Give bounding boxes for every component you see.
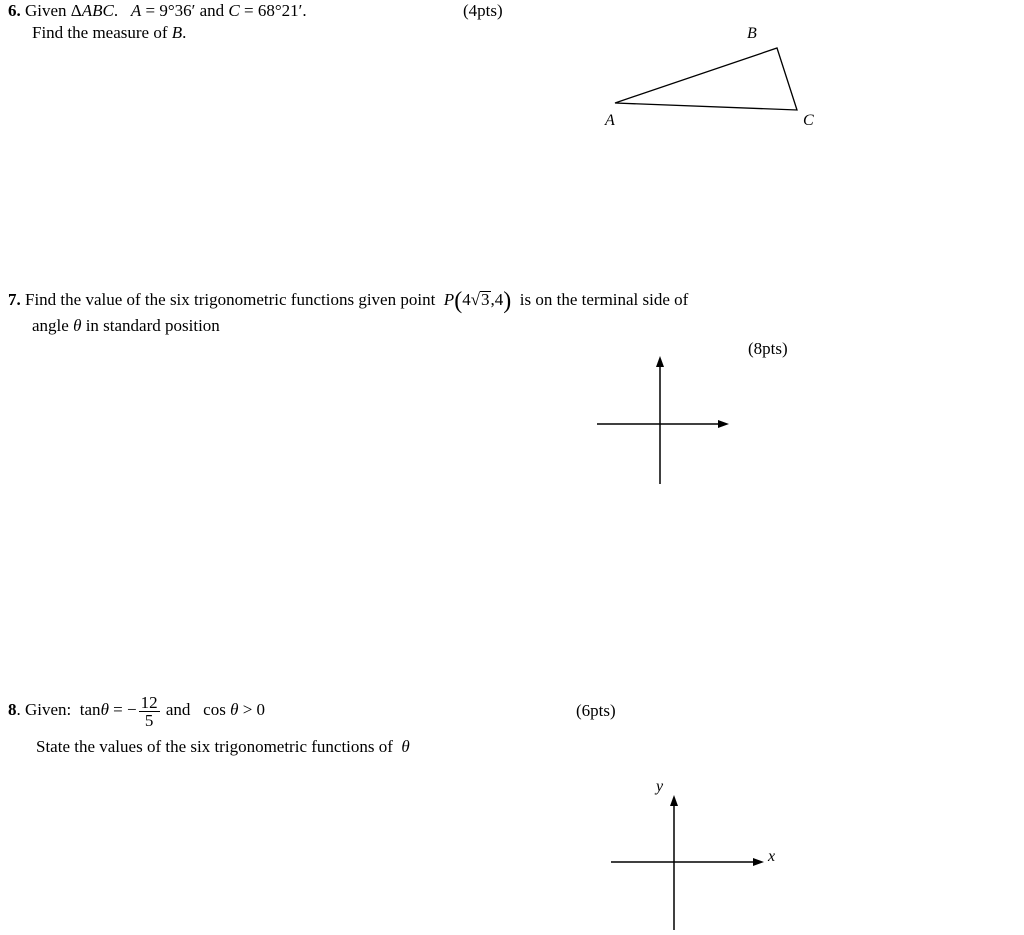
q7-open-paren: ( <box>454 288 463 314</box>
q7-text2: is on the terminal side of <box>519 290 689 309</box>
q6-var-c: C <box>228 1 240 20</box>
q8-tan: tan <box>79 700 101 719</box>
q8-theta-2: θ <box>230 700 239 719</box>
triangle-label-a: A <box>605 112 615 129</box>
q7-line2-pre: angle <box>32 316 69 335</box>
q7-points: (8pts) <box>748 339 788 358</box>
q8-number: 8 <box>8 700 17 719</box>
q8-line2-text: State the values of the six trigonometric functions of <box>36 737 393 756</box>
q7-coord-rest: ,4 <box>490 290 504 309</box>
q6-name-period: . <box>113 1 119 20</box>
q6-given-word: Given <box>25 1 67 20</box>
q7-close-paren: ) <box>503 288 512 314</box>
q8-numerator: 12 <box>140 692 158 712</box>
triangle-label-b: B <box>747 25 757 42</box>
q6-end-period: . <box>302 1 307 20</box>
q6-triangle-name: ABC <box>81 1 114 20</box>
q7-line2-post: in standard position <box>85 316 220 335</box>
q6-line2-period: . <box>182 23 187 42</box>
q7-coord-a: 4 <box>462 290 471 309</box>
q8-points: (6pts) <box>576 701 616 720</box>
q8-y-axis-arrowhead <box>670 795 678 806</box>
q7-radical-sign: √ <box>470 290 481 309</box>
q6-angle-a-value: = 9°36′ <box>145 1 196 20</box>
q6-delta-symbol: Δ <box>70 1 82 20</box>
q6-line2-text: Find the measure of <box>32 23 168 42</box>
q8-and-word: and <box>165 700 191 719</box>
q6-points: (4pts) <box>463 1 503 20</box>
q8-equals-minus: = − <box>113 700 137 719</box>
q6-var-a: A <box>130 1 142 20</box>
q8-x-axis-arrowhead <box>753 858 764 866</box>
q8-denominator: 5 <box>144 710 154 730</box>
q8-number-dot: . <box>16 700 21 719</box>
q8-cos: cos <box>203 700 226 719</box>
q8-x-axis-label: x <box>768 848 776 865</box>
q6-angle-c-value: = 68°21′ <box>243 1 303 20</box>
triangle-label-c: C <box>803 112 814 129</box>
q7-text1: Find the value of the six trigonometric functions given point <box>25 290 436 309</box>
q6-line2-var-b: B <box>171 23 183 42</box>
q8-y-axis-label: y <box>656 778 664 795</box>
q7-theta: θ <box>73 316 82 335</box>
q8-greater-than-zero: > 0 <box>242 700 266 719</box>
q8-theta: θ <box>100 700 109 719</box>
q7-radicand: 3 <box>481 290 490 309</box>
q8-given: Given: <box>25 700 72 719</box>
q7-point-name: P <box>443 290 455 309</box>
q6-number: 6. <box>8 1 21 20</box>
q6-and-word: and <box>199 1 225 20</box>
q7-number: 7. <box>8 290 21 309</box>
q8-line2-theta: θ <box>401 737 410 756</box>
